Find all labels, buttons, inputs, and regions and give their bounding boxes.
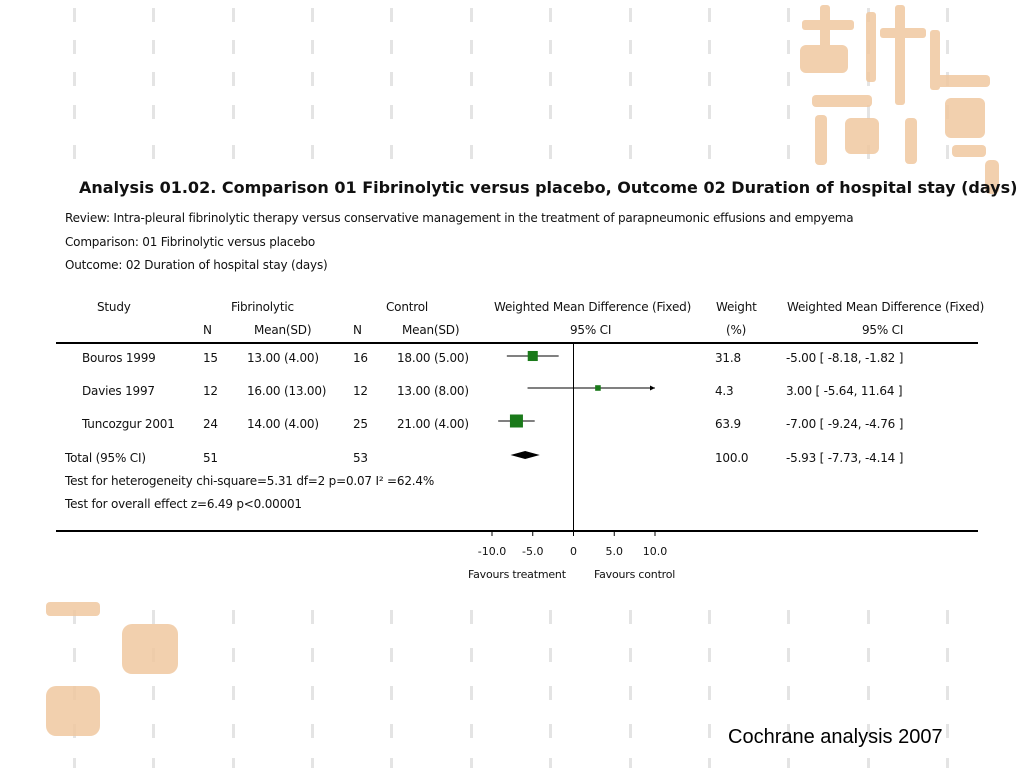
n-fibrinolytic: 15 (203, 351, 218, 365)
point-estimate-square (510, 415, 523, 428)
study-name: Bouros 1999 (82, 351, 156, 365)
n-fibrinolytic: 12 (203, 384, 218, 398)
mean-sd-fibrinolytic: 16.00 (13.00) (247, 384, 327, 398)
header-wmd-values: Weighted Mean Difference (Fixed) (787, 300, 985, 314)
point-estimate-square (595, 385, 601, 391)
header-ci-plot: 95% CI (570, 323, 612, 337)
n-control: 12 (353, 384, 368, 398)
weight-value: 63.9 (715, 417, 741, 431)
x-tick-label: 5.0 (605, 545, 623, 558)
effect-value: -5.00 [ -8.18, -1.82 ] (786, 351, 904, 365)
mean-sd-fibrinolytic: 14.00 (4.00) (247, 417, 319, 431)
x-tick-label: -5.0 (522, 545, 544, 558)
header-weight: Weight (716, 300, 757, 314)
header-fibrinolytic: Fibrinolytic (231, 300, 294, 314)
study-name: Tuncozgur 2001 (82, 417, 175, 431)
header-ci-values: 95% CI (862, 323, 904, 337)
header-mean-sd-control: Mean(SD) (402, 323, 460, 337)
header-control: Control (386, 300, 428, 314)
header-mean-sd-fibrinolytic: Mean(SD) (254, 323, 312, 337)
study-name: Davies 1997 (82, 384, 155, 398)
mean-sd-fibrinolytic: 13.00 (4.00) (247, 351, 319, 365)
favours-treatment-label: Favours treatment (468, 568, 566, 581)
total-label: Total (95% CI) (65, 451, 146, 465)
mean-sd-control: 13.00 (8.00) (397, 384, 469, 398)
header-study: Study (97, 300, 131, 314)
x-tick-label: -10.0 (477, 545, 507, 558)
n-control: 16 (353, 351, 368, 365)
weight-value: 31.8 (715, 351, 741, 365)
mean-sd-control: 18.00 (5.00) (397, 351, 469, 365)
x-tick-label: 0 (570, 545, 577, 558)
heterogeneity-test: Test for heterogeneity chi-square=5.31 df=2 p=0.07 I² =62.4% (65, 474, 435, 488)
n-control: 25 (353, 417, 368, 431)
comparison-line: Comparison: 01 Fibrinolytic versus placebo (65, 235, 316, 249)
point-estimate-square (528, 351, 538, 361)
overall-effect-test: Test for overall effect z=6.49 p<0.00001 (65, 497, 302, 511)
header-wmd: Weighted Mean Difference (Fixed) (494, 300, 692, 314)
source-credit: Cochrane analysis 2007 (728, 726, 943, 748)
header-n-fibrinolytic: N (203, 323, 212, 337)
ci-arrow (650, 386, 655, 391)
total-n-fibrinolytic: 51 (203, 451, 218, 465)
total-weight: 100.0 (715, 451, 749, 465)
outcome-line: Outcome: 02 Duration of hospital stay (days) (65, 258, 328, 272)
header-weight-pct: (%) (726, 323, 747, 337)
total-effect: -5.93 [ -7.73, -4.14 ] (786, 451, 904, 465)
x-tick-label: 10.0 (642, 545, 668, 558)
mean-sd-control: 21.00 (4.00) (397, 417, 469, 431)
header-n-control: N (353, 323, 362, 337)
analysis-title: Analysis 01.02. Comparison 01 Fibrinolytic versus placebo, Outcome 02 Duration of hospital stay (days) (79, 178, 1018, 197)
effect-value: -7.00 [ -9.24, -4.76 ] (786, 417, 904, 431)
pooled-diamond (511, 451, 540, 459)
weight-value: 4.3 (715, 384, 734, 398)
favours-control-label: Favours control (594, 568, 676, 581)
effect-value: 3.00 [ -5.64, 11.64 ] (786, 384, 903, 398)
n-fibrinolytic: 24 (203, 417, 218, 431)
total-n-control: 53 (353, 451, 368, 465)
review-line: Review: Intra-pleural fibrinolytic therapy versus conservative management in the treatment of parapneumonic effusions and empyema (65, 211, 854, 225)
